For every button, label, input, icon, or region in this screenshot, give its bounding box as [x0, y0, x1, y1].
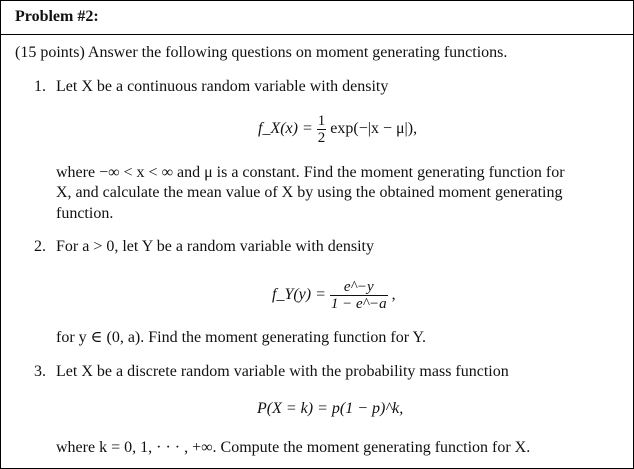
fraction-denominator: 1 − e^−a	[330, 296, 387, 312]
title-bar	[1, 1, 633, 35]
fraction-numerator: 1	[317, 113, 326, 129]
fraction-denominator: 2	[317, 130, 326, 146]
density-equation	[272, 279, 396, 312]
fraction	[330, 279, 388, 312]
item-number: 2.	[34, 238, 46, 255]
body-line: for y ∈ (0, a). Find the moment generating function for Y.	[56, 329, 426, 346]
body-line: X, and calculate the mean value of X by using the obtained moment generating	[56, 184, 563, 201]
pmf-equation: P(X = k) = p(1 − p)^k,	[257, 400, 404, 417]
fraction-numerator: e^−y	[343, 279, 374, 295]
fraction	[317, 113, 327, 146]
equation-lhs: f_Y(y) =	[272, 286, 326, 304]
body-line: where k = 0, 1, · · · , +∞. Compute the moment generating function for X.	[56, 439, 531, 456]
item-number: 3.	[34, 363, 46, 380]
density-equation	[258, 113, 417, 146]
item-lead: Let X be a discrete random variable with the probability mass function	[56, 363, 509, 380]
equation-lhs: f_X(x) =	[258, 120, 313, 138]
item-lead: Let X be a continuous random variable with density	[56, 78, 389, 95]
item-number: 1.	[34, 78, 46, 95]
problem-title: Problem #2:	[15, 8, 99, 25]
equation-rhs: exp(−|x − μ|),	[330, 120, 418, 138]
item-lead: For a > 0, let Y be a random variable with density	[56, 238, 374, 255]
body-line: function.	[56, 205, 114, 222]
body-line: where −∞ < x < ∞ and μ is a constant. Find the moment generating function for	[56, 164, 565, 181]
problem-intro: (15 points) Answer the following questions on moment generating functions.	[15, 44, 508, 61]
equation-rhs: ,	[391, 286, 396, 304]
